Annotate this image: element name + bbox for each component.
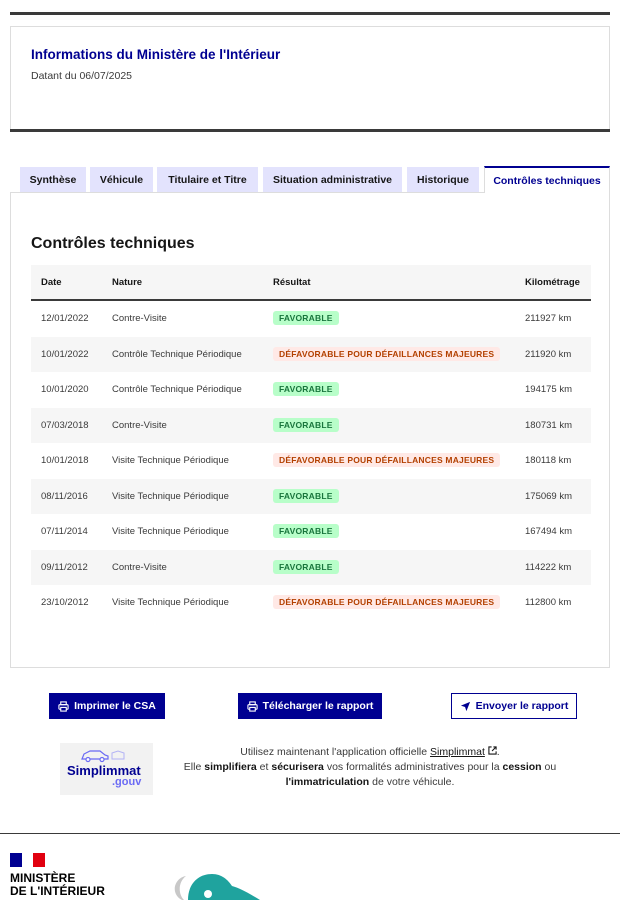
printer-icon [247, 701, 258, 712]
cell-date: 10/01/2022 [41, 348, 89, 360]
printer-icon [58, 701, 69, 712]
info-date: Datant du 06/07/2025 [31, 70, 133, 82]
info-divider [10, 129, 610, 132]
table-row [31, 514, 591, 550]
promo-text: Utilisez maintenant l'application officielle [240, 746, 431, 758]
cell-date: 23/10/2012 [41, 597, 89, 608]
controls-table [31, 265, 591, 621]
marianne-flag-icon [10, 853, 45, 867]
car-icon [80, 747, 130, 763]
table-row [31, 337, 591, 373]
cell-date: 08/11/2016 [41, 490, 88, 502]
result-badge: FAVORABLE [273, 489, 339, 503]
result-badge: DÉFAVORABLE POUR DÉFAILLANCES MAJEURES [273, 595, 500, 609]
cell-km: 211927 km [525, 313, 572, 324]
cell-nature: Contre-Visite [112, 313, 167, 324]
section-title: Contrôles techniques [31, 235, 195, 252]
promo-text: et [256, 761, 272, 773]
cell-km: 167494 km [525, 526, 573, 537]
send-icon [460, 701, 471, 712]
cell-date: 12/01/2022 [41, 313, 89, 324]
download-label: Télécharger le rapport [262, 700, 374, 712]
table-row [31, 443, 591, 479]
promo-emphasis: simplifiera [204, 761, 257, 773]
download-report-button[interactable] [238, 693, 382, 719]
tab-vehicule[interactable]: Véhicule [90, 167, 153, 193]
result-badge: FAVORABLE [273, 311, 339, 325]
promo-line-3 [165, 775, 575, 790]
cell-km: 175069 km [525, 490, 573, 502]
promo-text: vos formalités administratives pour la [323, 761, 503, 773]
cell-nature: Contre-Visite [112, 419, 167, 431]
cell-km: 180118 km [525, 455, 572, 466]
result-badge: DÉFAVORABLE POUR DÉFAILLANCES MAJEURES [273, 453, 500, 467]
tab-panel [10, 192, 610, 668]
cell-date: 09/11/2012 [41, 561, 88, 573]
table-row [31, 408, 591, 444]
simplimmat-gouv: .gouv [112, 776, 142, 788]
cell-nature: Visite Technique Périodique [112, 455, 229, 466]
info-title: Informations du Ministère de l'Intérieur [31, 47, 281, 62]
result-badge: FAVORABLE [273, 560, 339, 574]
cell-nature: Contrôle Technique Périodique [112, 348, 242, 360]
tab-synthese[interactable]: Synthèse [20, 167, 86, 193]
cell-date: 07/11/2014 [41, 526, 88, 537]
promo-line-1 [165, 745, 575, 760]
result-badge: DÉFAVORABLE POUR DÉFAILLANCES MAJEURES [273, 347, 500, 361]
result-badge: FAVORABLE [273, 524, 339, 538]
cell-km: 112800 km [525, 597, 572, 608]
promo-text: Elle [183, 761, 205, 773]
header-nature: Nature [112, 277, 143, 288]
info-card [10, 26, 610, 130]
header-date: Date [41, 277, 62, 288]
cell-nature: Contre-Visite [112, 561, 167, 573]
cell-km: 194175 km [525, 384, 573, 395]
cell-km: 211920 km [525, 348, 572, 360]
send-label: Envoyer le rapport [475, 700, 569, 712]
send-report-button[interactable] [451, 693, 577, 719]
table-body [31, 301, 591, 621]
result-badge: FAVORABLE [273, 382, 339, 396]
table-row [31, 372, 591, 408]
cell-nature: Visite Technique Périodique [112, 490, 229, 502]
cell-nature: Visite Technique Périodique [112, 597, 229, 608]
promo-emphasis: cession [502, 761, 542, 773]
cell-km: 114222 km [525, 561, 572, 573]
footer-divider [0, 833, 620, 834]
cell-km: 180731 km [525, 419, 573, 431]
promo-text: . [496, 746, 500, 758]
ministry-line-1: MINISTÈRE [10, 871, 76, 885]
promo-text: ou [541, 761, 557, 773]
cell-nature: Contrôle Technique Périodique [112, 384, 242, 395]
promo-emphasis: l'immatriculation [285, 776, 370, 788]
cell-date: 10/01/2020 [41, 384, 89, 395]
simplimmat-word: Simplimmat [67, 763, 141, 778]
promo-emphasis: sécurisera [271, 761, 324, 773]
cell-date: 10/01/2018 [41, 455, 89, 466]
print-label: Imprimer le CSA [74, 700, 156, 712]
table-row [31, 550, 591, 586]
simplimmat-logo[interactable] [60, 743, 153, 795]
tab-controles[interactable]: Contrôles techniques [484, 166, 610, 193]
tab-historique[interactable]: Historique [407, 167, 479, 193]
promo-line-2 [165, 760, 575, 775]
result-badge: FAVORABLE [273, 418, 339, 432]
cell-date: 07/03/2018 [41, 419, 89, 431]
promo-text: de votre véhicule. [369, 776, 455, 788]
table-row [31, 301, 591, 337]
table-row [31, 585, 591, 621]
table-row [31, 479, 591, 515]
partner-logo-icon [160, 872, 270, 900]
print-button[interactable] [49, 693, 165, 719]
header-km: Kilométrage [525, 277, 580, 288]
header-result: Résultat [273, 277, 311, 288]
tab-situation[interactable]: Situation administrative [263, 167, 402, 193]
table-header [31, 265, 591, 301]
top-divider [10, 12, 610, 15]
simplimmat-link[interactable]: Simplimmat [430, 746, 485, 758]
external-link-icon [488, 746, 497, 755]
tab-titulaire[interactable]: Titulaire et Titre [157, 167, 258, 193]
cell-nature: Visite Technique Périodique [112, 526, 229, 537]
ministry-logo-text [10, 872, 105, 898]
simplimmat-promo [165, 745, 575, 790]
ministry-line-2: DE L'INTÉRIEUR [10, 884, 105, 898]
